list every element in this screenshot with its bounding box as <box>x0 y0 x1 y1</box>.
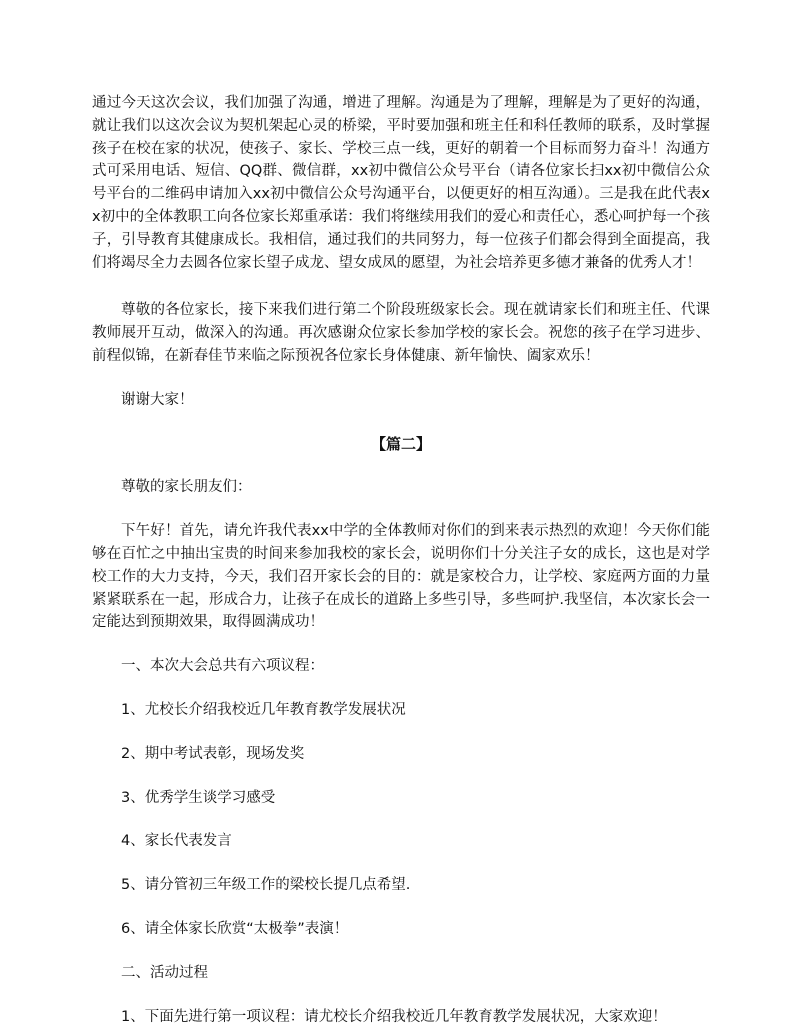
paragraph-meeting-summary: 通过今天这次会议，我们加强了沟通，增进了理解。沟通是为了理解，理解是为了更好的沟通，就让我们以这次会议为契机架起心灵的桥梁，平时要加强和班主任和科任教师的联系，及时掌握孩子在校在家的状况，使孩子、家长、学校三点一线，更好的朝着一个目标而努力奋斗！沟通方式可采用电话、短信、QQ群、微信群，xx初中微信公众号平台（请各位家长扫xx初中微信公众号平台的二维码申请加入xx初中微信公众号沟通平台，以便更好的相互沟通）。三是我在此代表xx初中的全体教职工向各位家长郑重承诺：我们将继续用我们的爱心和责任心，悉心呵护每一个孩子，引导教育其健康成长。我相信，通过我们的共同努力，每一位孩子们都会得到全面提高，我们将竭尽全力去圆各位家长望子成龙、望女成凤的愿望，为社会培养更多德才兼备的优秀人才！ <box>92 95 710 271</box>
agenda-item-5: 5、请分管初三年级工作的梁校长提几点希望. <box>121 877 411 894</box>
agenda-item-4: 4、家长代表发言 <box>121 833 232 850</box>
greeting: 尊敬的家长朋友们： <box>121 479 252 496</box>
document-page <box>92 92 710 1028</box>
agenda-title: 一、本次大会总共有六项议程： <box>121 658 324 675</box>
paragraph-thanks: 谢谢大家！ <box>121 391 194 408</box>
section-heading: 【篇二】 <box>370 434 431 453</box>
paragraph-class-meeting: 尊敬的各位家长，接下来我们进行第二个阶段班级家长会。现在就请家长们和班主任、代课教师展开互动，做深入的沟通。再次感谢众位家长参加学校的家长会。祝您的孩子在学习进步、前程似锦，在新春佳节来临之际预祝各位家长身体健康、新年愉快、阖家欢乐！ <box>92 302 710 364</box>
process-title: 二、活动过程 <box>121 964 208 981</box>
paragraph-intro: 下午好！首先，请允许我代表xx中学的全体教师对你们的到来表示热烈的欢迎！今天你们能够在百忙之中抽出宝贵的时间来参加我校的家长会，说明你们十分关注子女的成长，这也是对学校工作的大力支持，今天，我们召开家长会的目的：就是家校合力，让学校、家庭两方面的力量紧紧联系在一起，形成合力，让孩子在成长的道路上多些引导，多些呵护.我坚信，本次家长会一定能达到预期效果，取得圆满成功！ <box>92 523 710 631</box>
agenda-item-3: 3、优秀学生谈学习感受 <box>121 789 276 806</box>
process-first-item: 1、下面先进行第一项议程：请尤校长介绍我校近几年教育教学发展状况，大家欢迎！ <box>121 1008 667 1025</box>
agenda-item-1: 1、尤校长介绍我校近几年教育教学发展状况 <box>121 701 406 718</box>
agenda-item-6: 6、请全体家长欣赏“太极拳”表演！ <box>121 920 349 937</box>
agenda-item-2: 2、期中考试表彰，现场发奖 <box>121 745 305 762</box>
